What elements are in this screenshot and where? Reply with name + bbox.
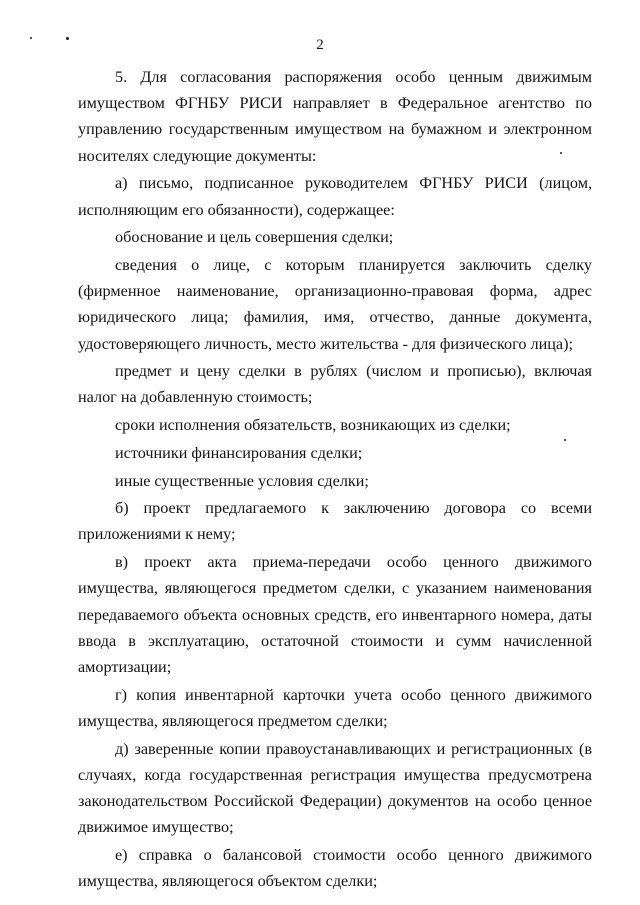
paragraph-subject-price: предмет и цену сделки в рублях (числом и прописью), включая налог на добавленную стоимость; xyxy=(78,362,592,407)
paragraph-counterparty: сведения о лице, с которым планируется заключить сделку (фирменное наименование, организационно-правовая форма, адрес юридического лица; фамилия, имя, отчество, данные документа, удостоверяющего личность, место жительства - для физического лица); xyxy=(78,255,592,353)
paragraph-d-certified-copies: д) заверенные копии правоустанавливающих и регистрационных (в случаях, когда государственная регистрация имущества предусмотрена законодательством Российской Федерации) документов на особо ценное движимое имущество; xyxy=(78,739,592,837)
paragraph-b-draft-contract: б) проект предлагаемого к заключению договора со всеми приложениями к нему; xyxy=(78,499,592,544)
paragraph-v-draft-act: в) проект акта приема-передачи особо ценного движимого имущества, являющегося предметом сделки, с указанием наименования передаваемого объекта основных средств, его инвентарного номера, даты ввода в эксплуатацию, остаточной стоимости и сумм начисленной амортизации; xyxy=(78,553,592,676)
paragraph-g-inventory-card: г) копия инвентарной карточки учета особо ценного движимого имущества, являющегося предметом сделки; xyxy=(78,685,592,730)
paragraph-other-conditions: иные существенные условия сделки; xyxy=(115,471,369,490)
page-number: 2 xyxy=(316,37,324,53)
document-body xyxy=(78,64,592,896)
paragraph-e-balance-certificate: е) справка о балансовой стоимости особо ценного движимого имущества, являющегося объектом сделки; xyxy=(78,845,592,891)
paragraph-terms: сроки исполнения обязательств, возникающих из сделки; xyxy=(115,416,511,435)
paragraph-a-letter: а) письмо, подписанное руководителем ФГНБУ РИСИ (лицом, исполняющим его обязанности), содержащее: xyxy=(78,174,592,219)
paragraph-funding: источники финансирования сделки; xyxy=(115,443,363,462)
paragraph-item-5-intro: 5. Для согласования распоряжения особо ценным движимым имуществом ФГНБУ РИСИ направляет в Федеральное агентство по управлению государственным имуществом на бумажном и электронном носителях следующие документы: xyxy=(78,68,592,165)
paragraph-purpose: обоснование и цель совершения сделки; xyxy=(115,228,394,247)
